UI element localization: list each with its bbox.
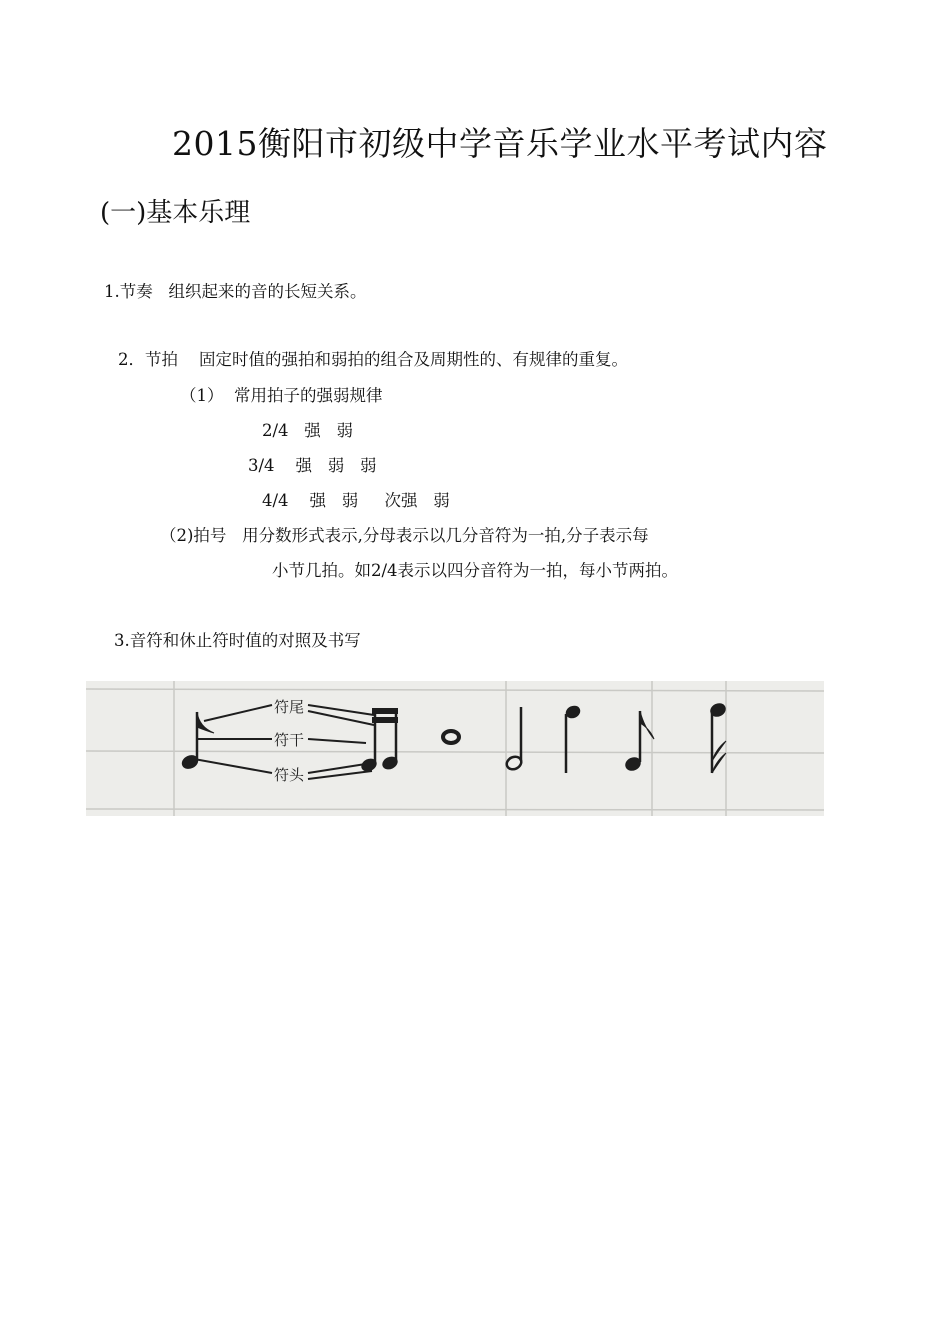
meter-3-4: 3/4 强 弱 弱 [248, 456, 377, 475]
label-stem: 符干 [274, 731, 305, 749]
item-time-signature: （2)拍号 用分数形式表示,分母表示以几分音符为一拍,分子表示每 [160, 526, 649, 545]
note-anatomy-figure [86, 681, 824, 816]
item-meter-sub1: （1） 常用拍子的强弱规律 [180, 386, 383, 405]
item-note-values: 3.音符和休止符时值的对照及书写 [114, 631, 361, 650]
meter-2-4: 2/4 强 弱 [262, 421, 354, 440]
label-head: 符头 [274, 766, 305, 784]
item-time-signature-cont: 小节几拍。如2/4表示以四分音符为一拍，每小节两拍。 [272, 561, 679, 580]
page-title: 2015衡阳市初级中学音乐学业水平考试内容 [172, 124, 828, 163]
section-heading: (一)基本乐理 [100, 198, 251, 228]
item-meter: 2．节拍 固定时值的强拍和弱拍的组合及周期性的、有规律的重复。 [118, 350, 628, 369]
item-rhythm: 1.节奏 组织起来的音的长短关系。 [104, 282, 367, 301]
meter-4-4: 4/4 强 弱 次强 弱 [262, 491, 450, 510]
label-tail: 符尾 [274, 698, 305, 716]
